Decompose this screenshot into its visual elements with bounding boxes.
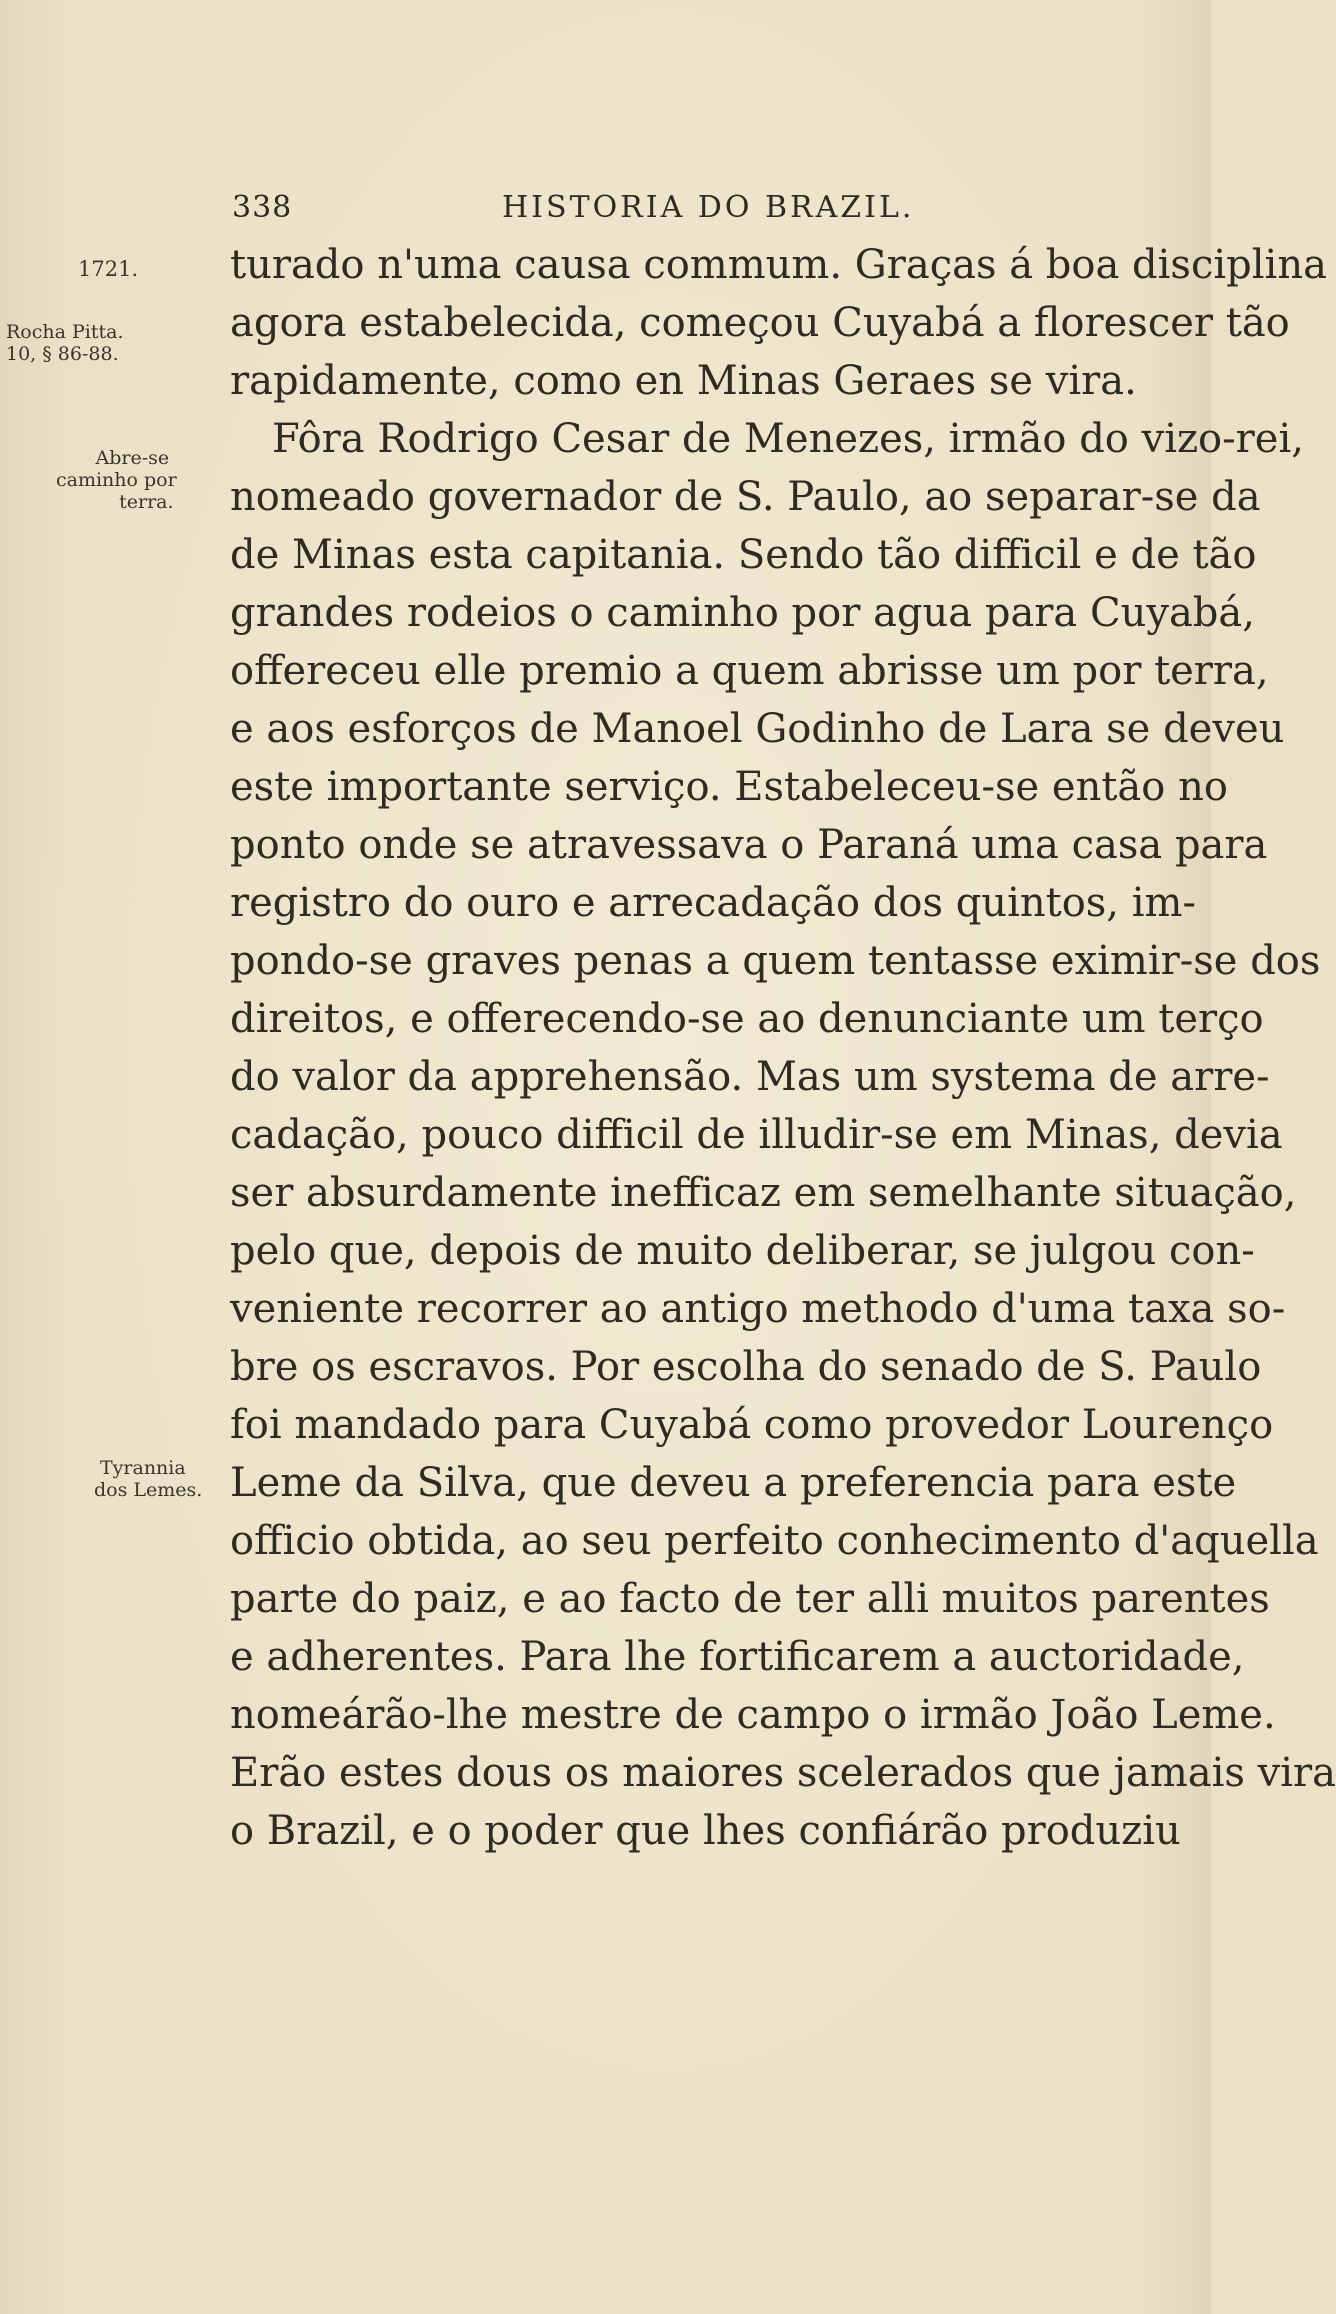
text-line: este importante serviço. Estabeleceu-se então no — [230, 764, 1228, 810]
text-line: pondo-se graves penas a quem tentasse eximir-se dos — [230, 938, 1321, 984]
text-line: veniente recorrer ao antigo methodo d'uma taxa so- — [230, 1286, 1286, 1332]
margin-notes — [0, 0, 225, 2314]
text-line: ser absurdamente inefficaz em semelhante situação, — [230, 1170, 1297, 1216]
margin-note-tyranny-line: Tyrannia — [100, 1457, 186, 1479]
text-line: Erão estes dous os maiores scelerados que jamais vira — [230, 1750, 1336, 1796]
text-line: agora estabelecida, começou Cuyabá a florescer tão — [230, 300, 1290, 346]
text-line: Leme da Silva, que deveu a preferencia para este — [230, 1460, 1237, 1506]
margin-note-road-line: Abre-se — [95, 447, 170, 469]
text-line: turado n'uma causa commum. Graças á boa disciplina — [230, 242, 1327, 288]
page-header — [232, 190, 1122, 230]
text-line: parte do paiz, e ao facto de ter alli muitos parentes — [230, 1576, 1270, 1622]
text-line: do valor da apprehensão. Mas um systema de arre- — [230, 1054, 1270, 1100]
margin-note-reference-line: Rocha Pitta. — [6, 321, 124, 343]
text-line: ponto onde se atravessava o Paraná uma casa para — [230, 822, 1268, 868]
margin-note-road-line: caminho por — [56, 469, 177, 491]
text-line: officio obtida, ao seu perfeito conhecimento d'aquella — [230, 1518, 1319, 1564]
margin-note-road — [56, 447, 177, 513]
margin-note-year — [78, 258, 138, 280]
text-line: e aos esforços de Manoel Godinho de Lara se deveu — [230, 706, 1285, 752]
text-line: grandes rodeios o caminho por agua para Cuyabá, — [230, 590, 1255, 636]
text-line: rapidamente, como en Minas Geraes se vira. — [230, 358, 1137, 404]
text-line: direitos, e offerecendo-se ao denunciante um terço — [230, 996, 1264, 1042]
text-line: nomeárão-lhe mestre de campo o irmão João Leme. — [230, 1692, 1276, 1738]
margin-note-reference — [6, 321, 124, 365]
text-line: bre os escravos. Por escolha do senado de S. Paulo — [230, 1344, 1262, 1390]
margin-note-road-line: terra. — [119, 491, 174, 513]
page-number: 338 — [232, 190, 293, 225]
margin-note-year-text: 1721. — [78, 257, 139, 281]
text-line: Fôra Rodrigo Cesar de Menezes, irmão do vizo-rei, — [272, 416, 1304, 462]
text-line: e adherentes. Para lhe fortificarem a auctoridade, — [230, 1634, 1245, 1680]
text-line: pelo que, depois de muito deliberar, se julgou con- — [230, 1228, 1255, 1274]
margin-note-tyranny — [94, 1457, 202, 1501]
margin-note-reference-line: 10, § 86-88. — [6, 343, 119, 365]
margin-note-tyranny-line: dos Lemes. — [94, 1479, 203, 1501]
text-line: foi mandado para Cuyabá como provedor Lourenço — [230, 1402, 1274, 1448]
text-line: o Brazil, e o poder que lhes confiárão produziu — [230, 1808, 1181, 1854]
text-line: offereceu elle premio a quem abrisse um por terra, — [230, 648, 1269, 694]
text-line: nomeado governador de S. Paulo, ao separar-se da — [230, 474, 1261, 520]
text-line: de Minas esta capitania. Sendo tão difficil e de tão — [230, 532, 1257, 578]
running-title: HISTORIA DO BRAZIL. — [502, 190, 915, 225]
text-line: registro do ouro e arrecadação dos quintos, im- — [230, 880, 1196, 926]
text-line: cadação, pouco difficil de illudir-se em Minas, devia — [230, 1112, 1283, 1158]
